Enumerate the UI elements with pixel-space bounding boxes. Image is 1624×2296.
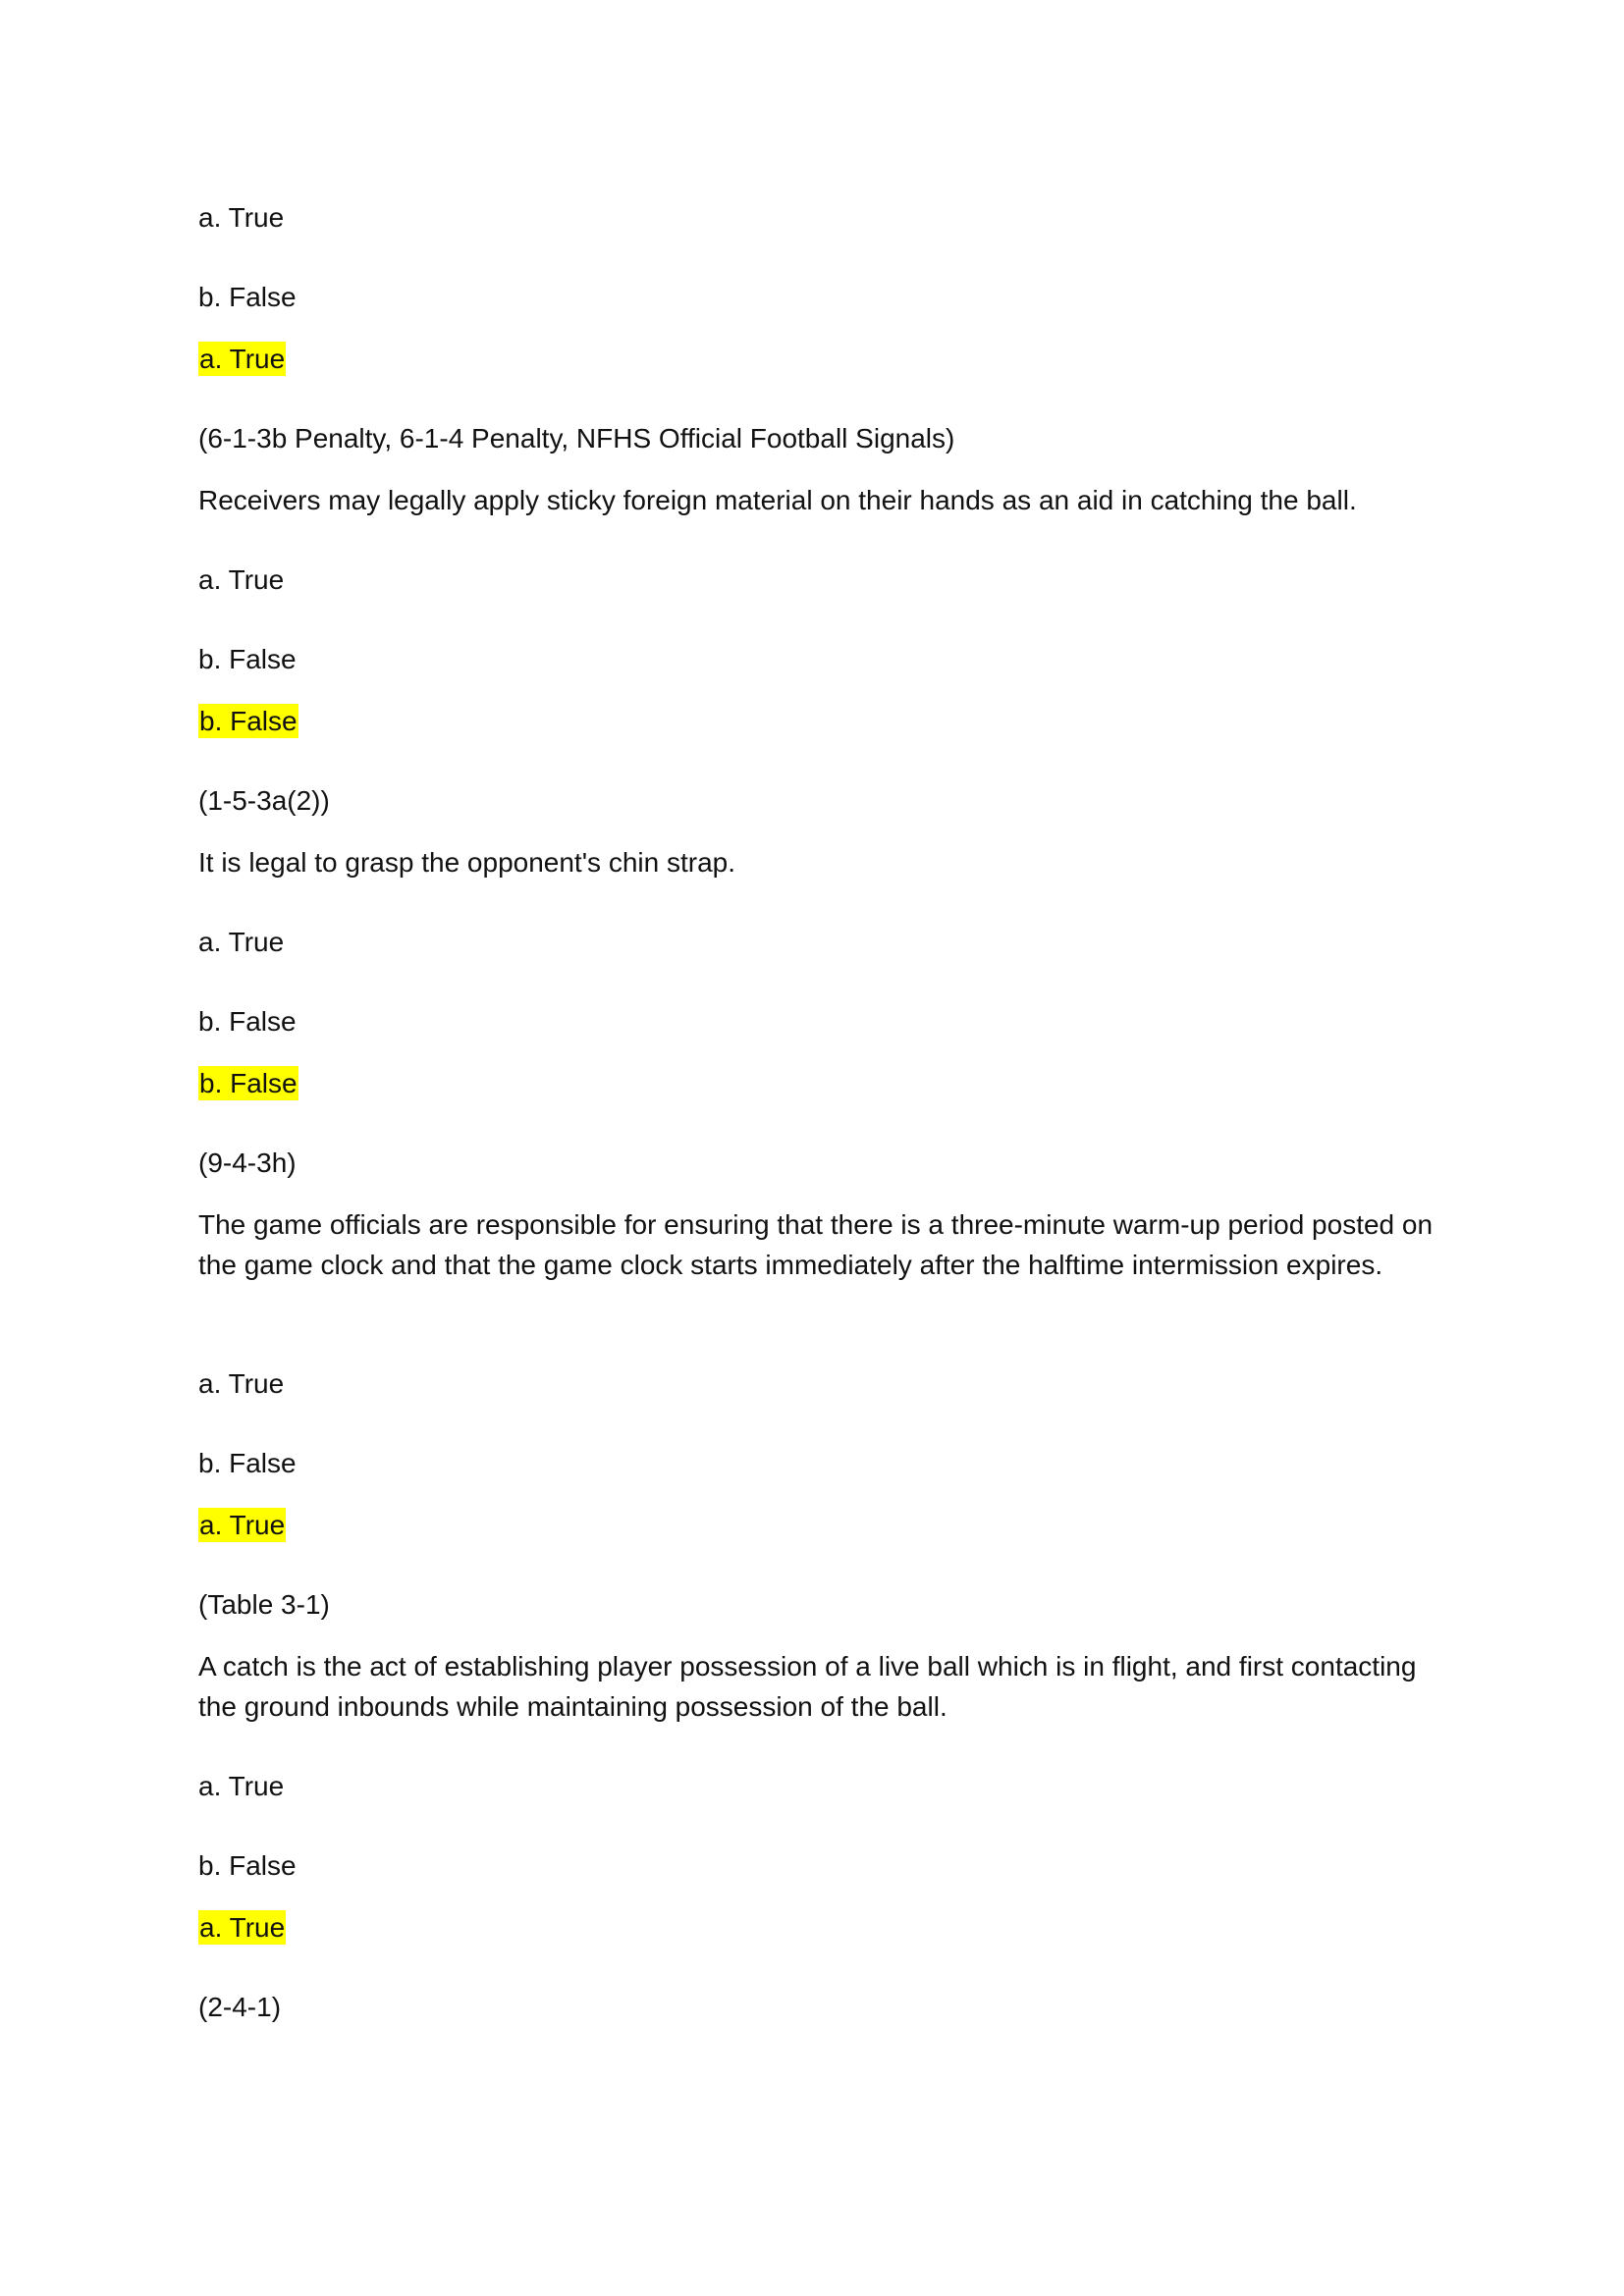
answer-highlight: b. False [199,706,298,736]
answer-highlight: b. False [199,1068,298,1098]
option-b: b. False [198,282,297,312]
option-b: b. False [198,1850,297,1881]
option-b: b. False [198,1006,297,1037]
question-text: The game officials are responsible for ensuring that there is a three-minute warm-up period posted on the game clock and that the game clock starts immediately after the halftime intermission expires. [198,1209,1434,1280]
option-a: a. True [198,927,285,957]
question-text: It is legal to grasp the opponent's chin strap. [198,847,736,878]
option-a: a. True [198,202,285,233]
option-a: a. True [198,1368,285,1399]
answer-highlight: a. True [199,1912,286,1943]
question-text: Receivers may legally apply sticky foreign material on their hands as an aid in catching the ball. [198,485,1357,515]
option-b: b. False [198,1448,297,1478]
rule-reference: (6-1-3b Penalty, 6-1-4 Penalty, NFHS Official Football Signals) [198,423,955,454]
question-text: A catch is the act of establishing player possession of a live ball which is in flight, and first contacting the ground inbounds while maintaining possession of the ball. [198,1651,1417,1722]
rule-reference: (2-4-1) [198,1992,282,2022]
answer-highlight: a. True [199,1510,286,1540]
option-a: a. True [198,564,285,595]
rule-reference: (1-5-3a(2)) [198,785,330,816]
rule-reference: (9-4-3h) [198,1148,297,1178]
option-b: b. False [198,644,297,674]
rule-reference: (Table 3-1) [198,1589,330,1620]
answer-highlight: a. True [199,344,286,374]
option-a: a. True [198,1771,285,1801]
